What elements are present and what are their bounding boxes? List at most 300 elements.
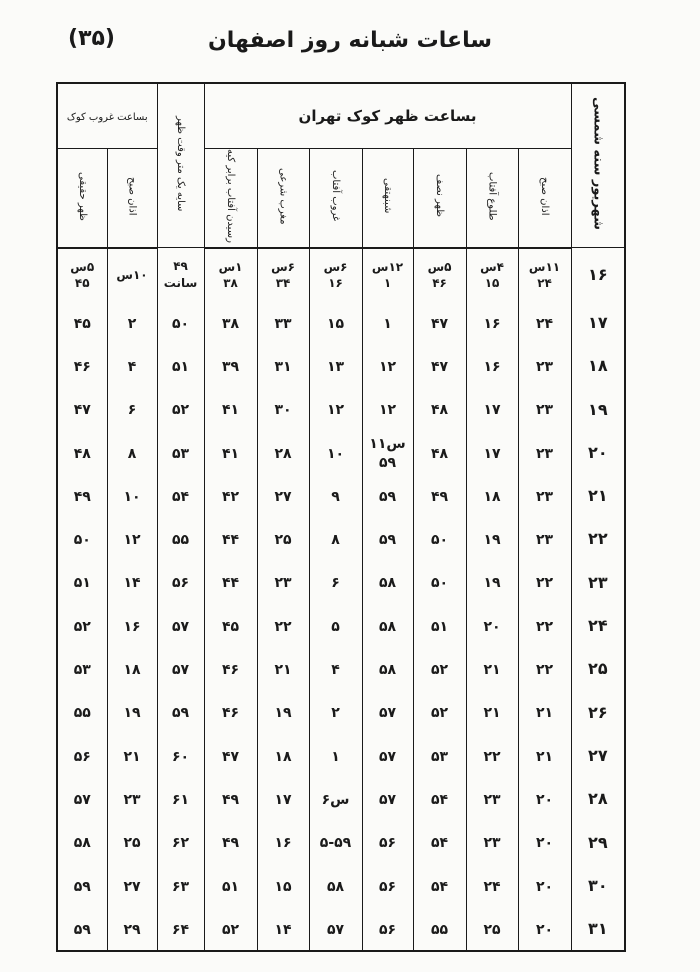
day-number: ۲۷ xyxy=(588,745,608,765)
cell-text: ۲۷ xyxy=(123,878,141,895)
table-cell xyxy=(413,561,466,604)
cell-text: ۶س xyxy=(321,791,350,808)
table-cell xyxy=(157,517,204,560)
table-cell xyxy=(413,301,466,344)
cell-text: ۵۷ xyxy=(171,618,190,635)
cell-text: ۲۹ xyxy=(123,921,141,938)
cell-text: ۳۴ xyxy=(275,275,291,290)
table-cell xyxy=(518,474,571,517)
cell-text: ۴۷ xyxy=(430,358,449,375)
table-cell xyxy=(57,561,107,604)
table-cell xyxy=(257,647,309,690)
table-cell xyxy=(204,517,257,560)
cell-text: ۵۰ xyxy=(430,575,449,592)
cell-text: ۴۶ xyxy=(221,705,240,722)
table-row xyxy=(57,604,625,647)
table-cell xyxy=(57,248,107,301)
cell-text: ۲۲ xyxy=(535,618,554,635)
cell-text: ۲۲ xyxy=(274,618,292,635)
table-cell xyxy=(57,777,107,820)
table-cell xyxy=(204,604,257,647)
day-number: ۲۹ xyxy=(588,832,608,852)
cell-text: ۳۸ xyxy=(221,315,240,332)
cell-text: ۲۰ xyxy=(483,618,501,635)
cell-text: ۵۱ xyxy=(171,358,190,375)
table-cell xyxy=(157,474,204,517)
col-header xyxy=(518,149,571,248)
cell-text: ۶۱ xyxy=(171,791,190,808)
cell-text: ۱۷ xyxy=(483,445,501,462)
cell-text: ۴۵ xyxy=(73,315,91,332)
day-number: ۳۰ xyxy=(588,875,608,895)
cell-text: ۴۹ xyxy=(173,259,188,274)
cell-text: ۴۷ xyxy=(221,748,240,765)
cell-text: ۵۲ xyxy=(221,921,240,938)
table-cell xyxy=(257,777,309,820)
cell-text: سانت xyxy=(163,275,198,290)
table-cell xyxy=(57,388,107,431)
cell-text: ۱۲ xyxy=(378,402,397,419)
table-cell xyxy=(204,388,257,431)
table-cell xyxy=(257,864,309,907)
day-number: ۱۸ xyxy=(588,356,608,376)
cell-text: ۵۱ xyxy=(430,618,449,635)
table-cell xyxy=(157,248,204,301)
table-cell xyxy=(57,301,107,344)
day-cell xyxy=(571,864,625,907)
table-cell xyxy=(204,647,257,690)
table-row xyxy=(57,301,625,344)
cell-text: ۵۵ xyxy=(73,705,91,722)
cell-text: ۸ xyxy=(127,445,137,462)
cell-text: ۱۹ xyxy=(274,705,292,722)
table-cell xyxy=(309,907,362,951)
table-row xyxy=(57,820,625,863)
table-cell xyxy=(204,691,257,734)
col-header-label: مغرب شرعی xyxy=(277,167,289,225)
table-cell xyxy=(413,864,466,907)
table-cell xyxy=(157,907,204,951)
table-cell xyxy=(57,691,107,734)
cell-text: ۱۴ xyxy=(274,921,292,938)
table-cell xyxy=(309,301,362,344)
cell-text: ۱۷ xyxy=(274,791,292,808)
table-cell xyxy=(257,474,309,517)
cell-text: ۴۹ xyxy=(221,791,240,808)
cell-text: ۲۵ xyxy=(274,532,292,549)
col-header xyxy=(466,149,518,248)
table-cell xyxy=(157,301,204,344)
cell-text: ۵۳ xyxy=(73,662,91,679)
table-cell xyxy=(157,604,204,647)
cell-text: ۴۹ xyxy=(73,488,91,505)
col-header-label: طلوع آفتاب xyxy=(486,171,498,221)
cell-text: ۴۷ xyxy=(430,315,449,332)
day-number: ۳۱ xyxy=(588,919,608,939)
table-cell xyxy=(107,907,157,951)
table-cell xyxy=(362,517,413,560)
table-cell xyxy=(309,431,362,474)
cell-text: ۴۶ xyxy=(221,662,240,679)
table-cell xyxy=(107,248,157,301)
cell-text: ۲۱ xyxy=(483,705,501,722)
table-cell xyxy=(518,777,571,820)
cell-text: ۱۶ xyxy=(483,358,501,375)
table-cell xyxy=(518,820,571,863)
cell-text: ۵۷ xyxy=(326,921,345,938)
cell-text: ۴۱ xyxy=(221,402,240,419)
cell-text: ۵۷ xyxy=(73,791,91,808)
cell-text: ۶۲ xyxy=(171,835,190,852)
table-cell xyxy=(466,820,518,863)
table-cell xyxy=(107,647,157,690)
cell-text: ۶۰ xyxy=(171,748,190,765)
day-number: ۲۲ xyxy=(588,529,608,549)
cell-text: ۵ xyxy=(331,618,340,635)
table-cell xyxy=(107,388,157,431)
day-number: ۱۷ xyxy=(588,312,608,332)
table-cell xyxy=(204,344,257,387)
table-cell xyxy=(157,388,204,431)
cell-text: ۴۵ xyxy=(221,618,240,635)
table-cell xyxy=(57,907,107,951)
table-cell xyxy=(57,647,107,690)
cell-text: ۵-۵۹ xyxy=(319,835,352,852)
col-header-label: ظهر نصف xyxy=(434,174,446,218)
table-cell xyxy=(57,734,107,777)
day-number: ۲۸ xyxy=(588,789,608,809)
cell-text: ۲۴ xyxy=(483,878,501,895)
table-cell xyxy=(257,734,309,777)
day-cell xyxy=(571,248,625,301)
cell-text: ۲۱ xyxy=(274,662,292,679)
day-cell xyxy=(571,907,625,951)
table-cell xyxy=(362,691,413,734)
cell-text: ۴۹ xyxy=(221,835,240,852)
table-row xyxy=(57,907,625,951)
table-cell xyxy=(466,388,518,431)
cell-text: ۴۶ xyxy=(73,358,91,375)
cell-text: ۱۰ xyxy=(326,445,345,462)
cell-text: ۳۸ xyxy=(223,275,238,290)
table-cell xyxy=(57,604,107,647)
cell-text: ۶ xyxy=(127,402,137,419)
cell-text: ۲۱ xyxy=(535,705,554,722)
cell-text: ۱۵ xyxy=(326,315,345,332)
table-cell xyxy=(413,604,466,647)
cell-text: ۱ xyxy=(383,275,392,290)
cell-text: ۲۱ xyxy=(535,748,554,765)
cell-text: ۶۳ xyxy=(171,878,190,895)
table-cell xyxy=(362,431,413,474)
cell-text: ۲۳ xyxy=(535,402,554,419)
cell-text: ۵۰ xyxy=(73,532,91,549)
table-cell xyxy=(107,734,157,777)
cell-text: ۵۸ xyxy=(326,878,345,895)
cell-text: ۴۲ xyxy=(221,488,240,505)
table-cell xyxy=(466,248,518,301)
day-number: ۲۱ xyxy=(588,486,608,506)
cell-text: ۵۶ xyxy=(378,921,397,938)
table-cell xyxy=(518,864,571,907)
day-cell xyxy=(571,734,625,777)
table-cell xyxy=(157,344,204,387)
day-cell xyxy=(571,517,625,560)
day-column-header xyxy=(571,83,625,248)
cell-text: ۶س xyxy=(323,259,348,274)
day-number: ۱۹ xyxy=(588,399,608,419)
table-cell xyxy=(107,344,157,387)
table-cell xyxy=(57,517,107,560)
tehran-group-header xyxy=(204,83,571,149)
table-cell xyxy=(466,344,518,387)
cell-text: ۴ xyxy=(127,358,137,375)
col-header xyxy=(57,149,107,248)
table-cell xyxy=(413,907,466,951)
cell-text: ۲۳ xyxy=(483,791,501,808)
table-cell xyxy=(309,734,362,777)
table-cell xyxy=(107,301,157,344)
table-cell xyxy=(362,734,413,777)
day-number: ۱۶ xyxy=(588,265,608,285)
table-cell xyxy=(107,604,157,647)
table-cell xyxy=(413,474,466,517)
table-cell xyxy=(518,907,571,951)
table-cell xyxy=(466,777,518,820)
table-cell xyxy=(257,431,309,474)
table-cell xyxy=(466,734,518,777)
cell-text: ۴۹ xyxy=(430,488,449,505)
table-cell xyxy=(204,777,257,820)
table-row xyxy=(57,691,625,734)
cell-text: ۵۴ xyxy=(430,791,449,808)
table-cell xyxy=(107,431,157,474)
table-cell xyxy=(362,864,413,907)
day-cell xyxy=(571,474,625,517)
cell-text: ۲۱ xyxy=(123,748,141,765)
cell-text: ۴۸ xyxy=(73,445,91,462)
page-title: ساعات شبانه روز اصفهان xyxy=(208,28,492,53)
table-cell xyxy=(204,248,257,301)
cell-text: ۲۳ xyxy=(535,532,554,549)
cell-text: ۲۷ xyxy=(274,488,292,505)
cell-text: ۵۱ xyxy=(221,878,240,895)
table-cell xyxy=(466,431,518,474)
col-header-label: ظهر حقیقی xyxy=(76,171,88,221)
day-number: ۲۳ xyxy=(588,572,608,592)
table-cell xyxy=(57,864,107,907)
cell-text: ۱۲ xyxy=(326,402,345,419)
table-cell xyxy=(518,431,571,474)
col-header xyxy=(309,149,362,248)
table-cell xyxy=(309,820,362,863)
table-cell xyxy=(518,248,571,301)
table-cell xyxy=(309,517,362,560)
table-cell xyxy=(466,647,518,690)
table-cell xyxy=(362,301,413,344)
day-number: ۲۴ xyxy=(588,616,608,636)
table-cell xyxy=(413,734,466,777)
table-cell xyxy=(204,820,257,863)
cell-text: ۲۵ xyxy=(483,921,501,938)
table-cell xyxy=(204,907,257,951)
cell-text: ۴۵ xyxy=(74,275,90,290)
cell-text: ۵۹ xyxy=(73,921,91,938)
table-cell xyxy=(309,248,362,301)
cell-text: ۱۷ xyxy=(483,402,501,419)
table-cell xyxy=(466,907,518,951)
cell-text: ۴۷ xyxy=(73,402,91,419)
cell-text: ۴۸ xyxy=(430,445,449,462)
day-cell xyxy=(571,647,625,690)
table-cell xyxy=(157,820,204,863)
table-row xyxy=(57,561,625,604)
table-cell xyxy=(107,864,157,907)
tehran-group-label: بساعت ظهر کوک تهران xyxy=(298,106,477,125)
day-cell xyxy=(571,777,625,820)
cell-text: ۹ xyxy=(331,488,340,505)
times-table xyxy=(56,82,626,952)
table-cell xyxy=(157,647,204,690)
cell-text: ۵۲ xyxy=(430,662,449,679)
cell-text: ۵۷ xyxy=(171,662,190,679)
table-cell xyxy=(413,344,466,387)
table-cell xyxy=(466,691,518,734)
cell-text: ۱س xyxy=(218,259,243,274)
cell-text: ۲۳ xyxy=(123,791,141,808)
table-row xyxy=(57,647,625,690)
cell-text: ۴۸ xyxy=(430,402,449,419)
cell-text: ۶س xyxy=(271,259,295,274)
cell-text: ۵۳ xyxy=(430,748,449,765)
table-cell xyxy=(204,561,257,604)
col-header xyxy=(107,149,157,248)
table-cell xyxy=(204,301,257,344)
table-cell xyxy=(362,907,413,951)
day-number: ۲۶ xyxy=(588,702,608,722)
col-header xyxy=(413,149,466,248)
table-row xyxy=(57,474,625,517)
cell-text: ۱۸ xyxy=(483,488,501,505)
cell-text: ۴۴ xyxy=(221,532,240,549)
page-number: (۳۵) xyxy=(68,26,115,51)
table-cell xyxy=(518,517,571,560)
table-cell xyxy=(362,777,413,820)
table-cell xyxy=(204,431,257,474)
table-cell xyxy=(362,647,413,690)
table-cell xyxy=(107,561,157,604)
cell-text: ۲۱ xyxy=(483,662,501,679)
table-row xyxy=(57,864,625,907)
table-cell xyxy=(157,431,204,474)
table-cell xyxy=(309,647,362,690)
col-header xyxy=(362,149,413,248)
table-row xyxy=(57,517,625,560)
cell-text: ۱۲س xyxy=(371,259,404,274)
table-cell xyxy=(309,604,362,647)
cell-text: ۱۶ xyxy=(328,275,343,290)
table-cell xyxy=(309,691,362,734)
cell-text: ۵۸ xyxy=(378,575,397,592)
table-cell xyxy=(257,301,309,344)
table-cell xyxy=(413,820,466,863)
table-cell xyxy=(257,388,309,431)
cell-text: ۵۲ xyxy=(171,402,190,419)
cell-text: ۱۴ xyxy=(123,575,141,592)
table-cell xyxy=(413,388,466,431)
table-cell xyxy=(362,561,413,604)
table-row xyxy=(57,431,625,474)
cell-text: ۱۲ xyxy=(123,532,141,549)
cell-text: ۲۸ xyxy=(274,445,292,462)
table-cell xyxy=(309,344,362,387)
cell-text: ۵۴ xyxy=(430,835,449,852)
col-header-label: اذان صبح xyxy=(539,176,551,216)
cell-text: ۵۰ xyxy=(430,532,449,549)
cell-text: ۲۰ xyxy=(535,791,554,808)
cell-text: ۳۳ xyxy=(274,315,292,332)
cell-text: ۵۶ xyxy=(378,835,397,852)
table-cell xyxy=(157,864,204,907)
cell-text: ۱۲ xyxy=(378,358,397,375)
table-cell xyxy=(466,561,518,604)
cell-text: ۲۴ xyxy=(535,315,554,332)
cell-text: ۵۷ xyxy=(378,791,397,808)
cell-text: ۴۴ xyxy=(221,575,240,592)
table-cell xyxy=(413,647,466,690)
cell-text: ۲۳ xyxy=(483,835,501,852)
cell-text: ۵۸ xyxy=(378,662,397,679)
table-cell xyxy=(257,691,309,734)
cell-text: ۳۰ xyxy=(274,402,292,419)
table-cell xyxy=(466,474,518,517)
cell-text: ۵۵ xyxy=(171,532,190,549)
header-row-sub xyxy=(57,149,625,248)
cell-text: ۵س xyxy=(427,259,452,274)
table-cell xyxy=(57,820,107,863)
table-cell xyxy=(413,517,466,560)
cell-text: ۵۹ xyxy=(171,705,190,722)
table-cell xyxy=(518,604,571,647)
cell-text: ۲۲ xyxy=(535,575,554,592)
cell-text: ۱۸ xyxy=(123,662,141,679)
table-cell xyxy=(107,820,157,863)
cell-text: ۲۳ xyxy=(535,488,554,505)
cell-text: ۳۹ xyxy=(221,358,240,375)
table-cell xyxy=(157,691,204,734)
col-header xyxy=(204,149,257,248)
table-cell xyxy=(257,248,309,301)
cell-text: ۱۱س xyxy=(528,259,561,274)
cell-text: ۵۴ xyxy=(430,878,449,895)
cell-text: ۵۸ xyxy=(73,835,91,852)
table-row xyxy=(57,344,625,387)
day-cell xyxy=(571,820,625,863)
cell-text: ۵۴ xyxy=(171,488,190,505)
table-cell xyxy=(57,344,107,387)
table-cell xyxy=(362,344,413,387)
cell-text: ۴ xyxy=(331,662,340,679)
cell-text: ۵۷ xyxy=(378,705,397,722)
table-cell xyxy=(413,431,466,474)
table-cell xyxy=(466,301,518,344)
table-cell xyxy=(157,561,204,604)
table-cell xyxy=(362,820,413,863)
cell-text: ۵۹ xyxy=(378,488,397,505)
day-column-label: شهریور سنه شمسی xyxy=(590,97,606,231)
table-cell xyxy=(257,344,309,387)
table-cell xyxy=(204,864,257,907)
